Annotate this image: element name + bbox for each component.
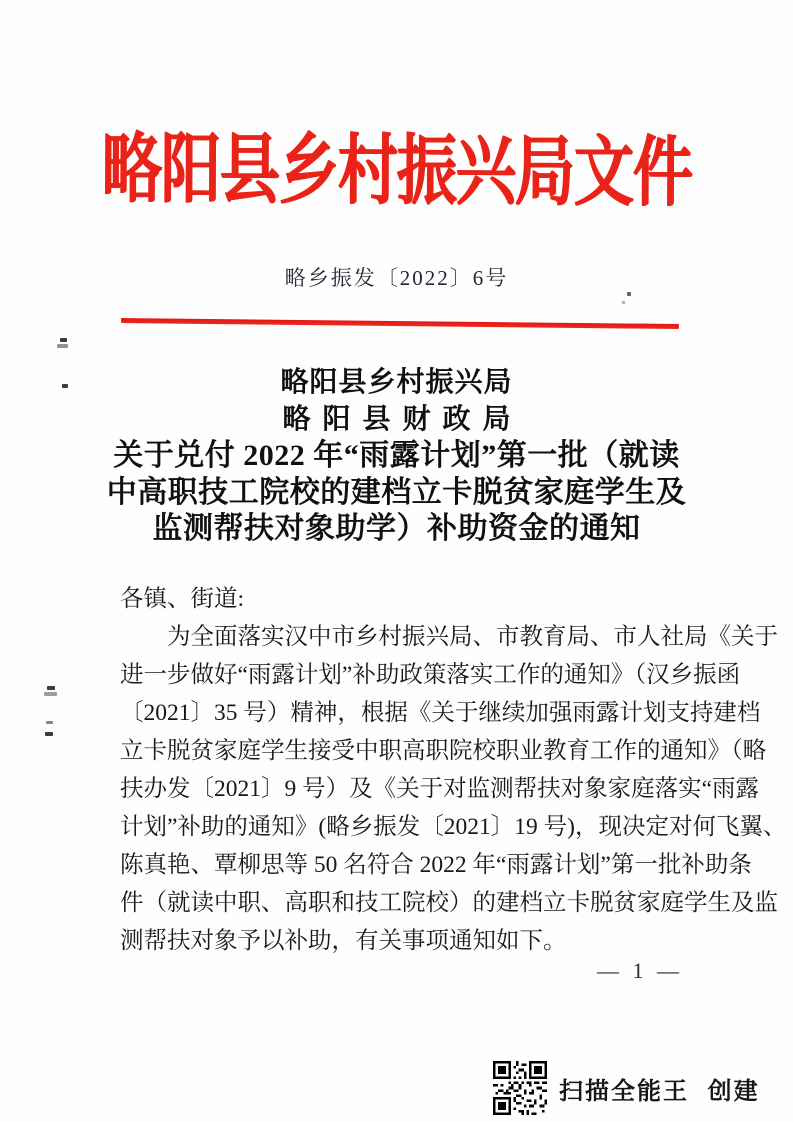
- body-line: 测帮扶对象予以补助，有关事项通知如下。: [120, 928, 567, 954]
- document-title: [60, 364, 733, 548]
- body-line: 〔2021〕35 号）精神，根据《关于继续加强雨露计划支持建档: [120, 700, 761, 726]
- title-line-org-1: 略阳县乡村振兴局: [280, 367, 513, 398]
- body-line: 陈真艳、覃柳思等 50 名符合 2022 年“雨露计划”第一批补助条: [120, 852, 752, 878]
- scan-speck: [46, 721, 53, 724]
- title-line-subject-2: 中高职技工院校的建档立卡脱贫家庭学生及: [106, 475, 687, 509]
- scan-speck: [627, 292, 631, 296]
- body-line: 为全面落实汉中市乡村振兴局、市教育局、市人社局《关于: [167, 624, 778, 650]
- body-line: 立卡脱贫家庭学生接受中职高职院校职业教育工作的通知》（略: [120, 738, 767, 764]
- salutation: 各镇、街道:: [120, 586, 245, 612]
- scan-speck: [44, 692, 57, 696]
- body-line: 扶办发〔2021〕9 号）及《关于对监测帮扶对象家庭落实“雨露: [120, 776, 760, 802]
- document-number: 略乡振发〔2022〕6号: [284, 266, 509, 290]
- title-line-subject-3: 监测帮扶对象助学）补助资金的通知: [152, 512, 641, 545]
- title-line-org-2: 略阳县财政局: [282, 404, 523, 435]
- page-number: — 1 —: [597, 958, 683, 983]
- title-line-subject-1: 关于兑付 2022 年“雨露计划”第一批（就读: [113, 439, 680, 472]
- body-line: 件（就读中职、高职和技工院校）的建档立卡脱贫家庭学生及监: [120, 890, 778, 916]
- document-body: [120, 580, 787, 960]
- scan-speck: [47, 686, 55, 690]
- scan-speck: [62, 384, 68, 388]
- scanner-watermark: [493, 1061, 760, 1115]
- scan-speck: [45, 732, 53, 736]
- letterhead-title: 略阳县乡村振兴局文件: [101, 127, 692, 216]
- scan-speck: [57, 344, 68, 348]
- qr-code-icon: [493, 1061, 547, 1115]
- letterhead-divider-rule: [121, 318, 679, 329]
- scan-speck: [622, 301, 625, 304]
- scanner-caption: 扫描全能王 创建: [559, 1077, 760, 1105]
- body-line: 计划”补助的通知》(略乡振发〔2021〕19 号)，现决定对何飞翼、: [120, 814, 787, 840]
- body-line: 进一步做好“雨露计划”补助政策落实工作的通知》（汉乡振函: [120, 662, 741, 688]
- scan-speck: [60, 338, 67, 342]
